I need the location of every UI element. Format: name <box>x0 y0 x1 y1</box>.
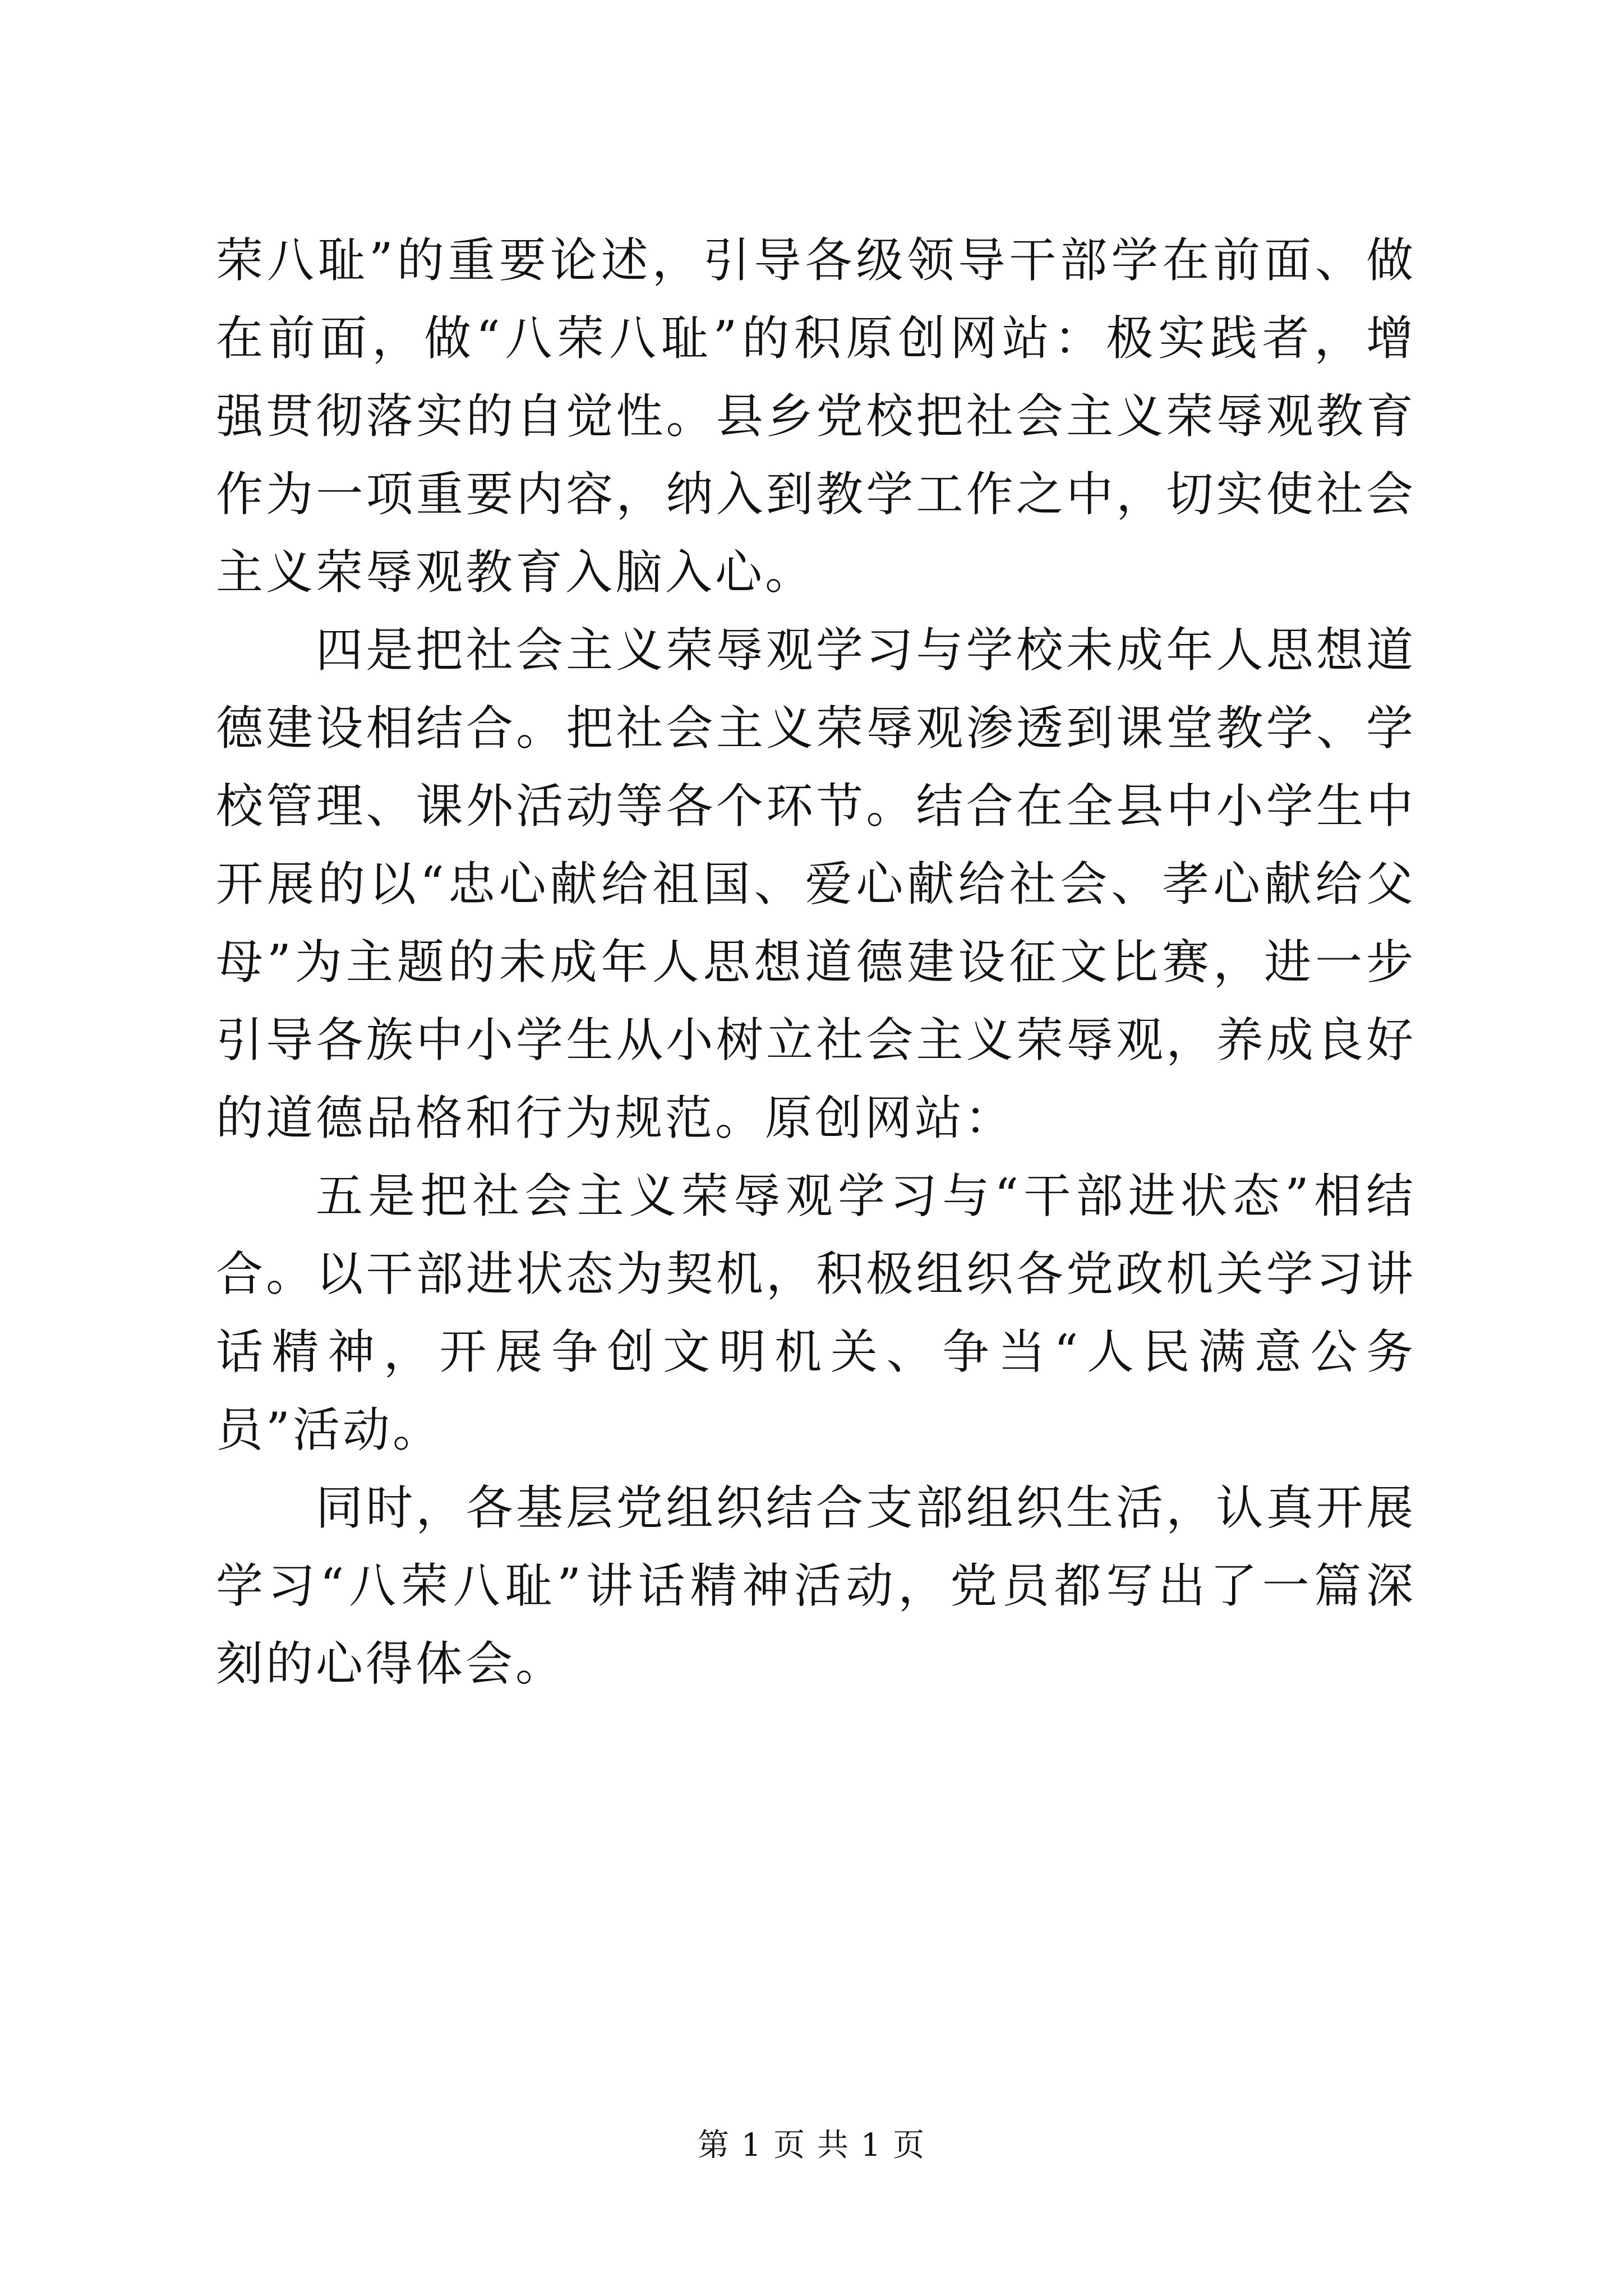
paragraph-closing: 同时，各基层党组织结合支部组织生活，认真开展学习“八荣八耻”讲话精神活动，党员都写出了一篇深刻的心得体会。 <box>216 1480 1416 1691</box>
document-body <box>216 222 1416 1703</box>
page-number-footer: 第 1 页 共 1 页 <box>697 2127 926 2164</box>
paragraph-continuation: 荣八耻”的重要论述，引导各级领导干部学在前面、做在前面，做“八荣八耻”的积原创网站：极实践者，增强贯彻落实的自觉性。县乡党校把社会主义荣辱观教育作为一项重要内容，纳入到教学工作之中，切实使社会主义荣辱观教育入脑入心。 <box>216 233 1416 600</box>
paragraph-item-four: 四是把社会主义荣辱观学习与学校未成年人思想道德建设相结合。把社会主义荣辱观渗透到课堂教学、学校管理、课外活动等各个环节。结合在全县中小学生中开展的以“忠心献给祖国、爱心献给社会、孝心献给父母”为主题的未成年人思想道德建设征文比赛，进一步引导各族中小学生从小树立社会主义荣辱观，养成良好的道德品格和行为规范。原创网站： <box>216 623 1416 1145</box>
paragraph-item-five: 五是把社会主义荣辱观学习与“干部进状态”相结合。以干部进状态为契机，积极组织各党政机关学习讲话精神，开展争创文明机关、争当“人民满意公务员”活动。 <box>216 1168 1416 1457</box>
